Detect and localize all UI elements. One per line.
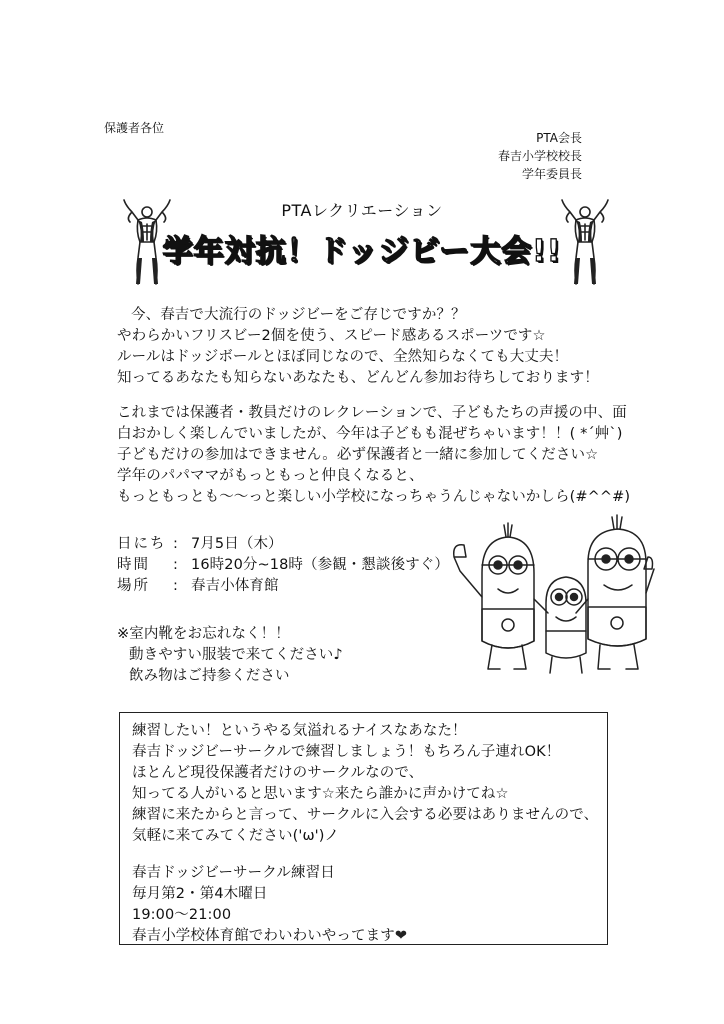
- note-clothing: 動きやすい服装で来てください♪: [129, 647, 343, 663]
- addressee: 保護者各位: [104, 121, 165, 135]
- sender-block: [498, 129, 582, 183]
- spacer: [132, 847, 607, 863]
- detail-paragraph: [117, 403, 630, 508]
- event-time-value: 16時20分~18時（参観・懇談後すぐ）: [191, 557, 450, 573]
- detail-line: 学年のパパママがもっともっと仲良くなると、: [117, 468, 424, 484]
- circle-info-box: [119, 712, 608, 945]
- note-drinks: 飲み物はご持参ください: [129, 668, 290, 684]
- circle-line: 練習に来たからと言って、サークルに入会する必要はありませんので、: [132, 807, 599, 823]
- detail-line: 子どもだけの参加はできません。必ず保護者と一緒に参加してください☆: [117, 447, 599, 463]
- schedule-days: 毎月第2・第4木曜日: [132, 886, 268, 902]
- colon: :: [173, 578, 178, 594]
- circle-line: 春吉ドッジビーサークルで練習しましょう！もちろん子連れOK！: [132, 744, 561, 760]
- event-title: 学年対抗！ドッジビー大会!!: [162, 234, 562, 269]
- intro-line: やわらかいフリスビー2個を使う、スピード感あるスポーツです☆: [117, 328, 546, 344]
- intro-paragraph: [117, 305, 599, 389]
- detail-line: 白おかしく楽しんでいましたが、今年は子どもも混ぜちゃいます！！( *´艸`): [117, 426, 623, 442]
- heart-icon: ❤: [394, 928, 408, 944]
- event-time-label: 時間: [117, 557, 150, 573]
- event-time-row: [117, 555, 449, 576]
- sender-pta-president: PTA会長: [536, 131, 582, 145]
- event-place-value: 春吉小体育館: [191, 578, 279, 594]
- event-place-label: 場所: [117, 578, 150, 594]
- intro-line: ルールはドッジボールとほぼ同じなので、全然知らなくても大丈夫！: [117, 349, 569, 365]
- schedule-time: 19:00～21:00: [132, 907, 232, 923]
- circle-line: 練習したい！というやる気溢れるナイスなあなた！: [132, 723, 467, 739]
- notes-block: [117, 624, 343, 687]
- colon: :: [173, 557, 178, 573]
- circle-line: 気軽に来てみてください('ω')ノ: [132, 828, 340, 844]
- event-details: [117, 534, 449, 597]
- minions-illustration: [448, 513, 658, 683]
- event-place-row: [117, 576, 449, 597]
- schedule-place-row: [132, 926, 607, 947]
- sender-principal: 春吉小学校校長: [497, 149, 582, 163]
- schedule-place: 春吉小学校体育館でわいわいやってます: [132, 928, 395, 944]
- circle-line: 知ってる人がいると思います☆来たら誰かに声かけてね☆: [132, 786, 509, 802]
- event-subtitle: PTAレクリエーション: [281, 201, 443, 220]
- event-date-value: 7月5日（木）: [191, 536, 283, 552]
- circle-line: ほとんど現役保護者だけのサークルなので、: [132, 765, 424, 781]
- event-date-label: 日にち: [117, 536, 167, 552]
- colon: :: [173, 536, 178, 552]
- detail-line: もっともっとも～～っと楽しい小学校になっちゃうんじゃないかしら(#^^#): [117, 489, 631, 505]
- event-date-row: [117, 534, 449, 555]
- schedule-title: 春吉ドッジビーサークル練習日: [132, 865, 335, 881]
- event-title-wrap: [0, 226, 724, 270]
- intro-line: 知ってるあなたも知らないあなたも、どんどん参加お待ちしております！: [117, 370, 599, 386]
- note-indoor-shoes: ※室内靴をお忘れなく！！: [117, 626, 290, 642]
- intro-line: 今、春吉で大流行のドッジビーをご存じですか？？: [131, 307, 466, 323]
- sender-committee-chair: 学年委員長: [521, 167, 582, 181]
- detail-line: これまでは保護者・教員だけのレクレーションで、子どもたちの声援の中、面: [117, 405, 627, 421]
